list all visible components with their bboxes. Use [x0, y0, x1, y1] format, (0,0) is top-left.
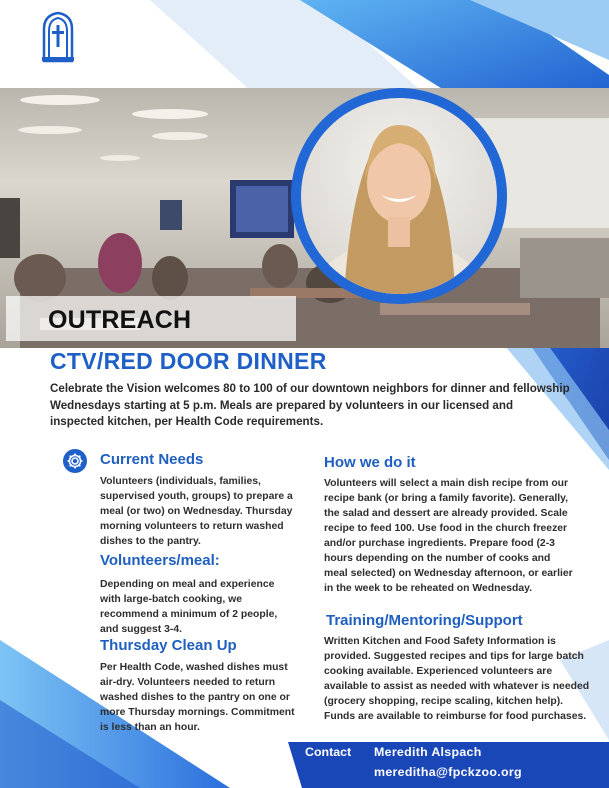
current-needs-body: Volunteers (individuals, families, supervised youth, groups) to prepare a meal (or two) on Wednesday. Thursday morning volunteers to return washed dishes to the pantry. [100, 476, 293, 547]
contact-email-link[interactable]: mereditha@fpckzoo.org [374, 765, 522, 779]
contact-portrait [288, 85, 510, 307]
church-cross-logo-icon [41, 11, 75, 63]
contact-name: Meredith Alspach [374, 745, 482, 759]
thursday-cleanup-heading: Thursday Clean Up [100, 637, 237, 654]
training-heading: Training/Mentoring/Support [326, 612, 523, 629]
volunteers-meal-heading: Volunteers/meal: [100, 552, 220, 569]
training-body: Written Kitchen and Food Safety Information is provided. Suggested recipes and tips for large batch cooking available. Experienced volunteers are available to assist as needed with whatever is needed (grocery shopping, recipe scaling, kitchen help). Funds are available to reimburse for food purchases. [324, 636, 590, 722]
current-needs-heading: Current Needs [100, 451, 204, 468]
volunteers-meal-body: Depending on meal and experience with large-batch cooking, we recommend a minimum of 2 people, and suggest 3-4. [100, 579, 278, 635]
how-we-do-it-body: Volunteers will select a main dish recipe from our recipe bank (or bring a family favorite). Generally, the salad and dessert are already provided. Scale recipe to feed 100. Use food in the church freezer and/or purchase ingredients. Prepare food (2-3 hours depending on the number of cooks and meal selected) on Wednesday afternoon, or earlier in the week to be reheated on Wednesday. [324, 478, 573, 594]
intro-paragraph: Celebrate the Vision welcomes 80 to 100 of our downtown neighbors for dinner and fellowship Wednesdays starting at 5 p.m. Meals are prepared by volunteers in our licensed and inspected kitchen, per Health Code requirements. [50, 382, 570, 428]
page-subtitle: CTV/RED DOOR DINNER [50, 348, 327, 374]
contact-label: Contact [305, 745, 352, 759]
thursday-cleanup-body: Per Health Code, washed dishes must air-dry. Volunteers needed to return washed dishes to the pantry on one or more Thursday mornings. Commitment is less than an hour. [100, 662, 295, 733]
how-we-do-it-heading: How we do it [324, 454, 416, 471]
page-title: OUTREACH [48, 306, 192, 334]
gear-icon [63, 449, 87, 473]
